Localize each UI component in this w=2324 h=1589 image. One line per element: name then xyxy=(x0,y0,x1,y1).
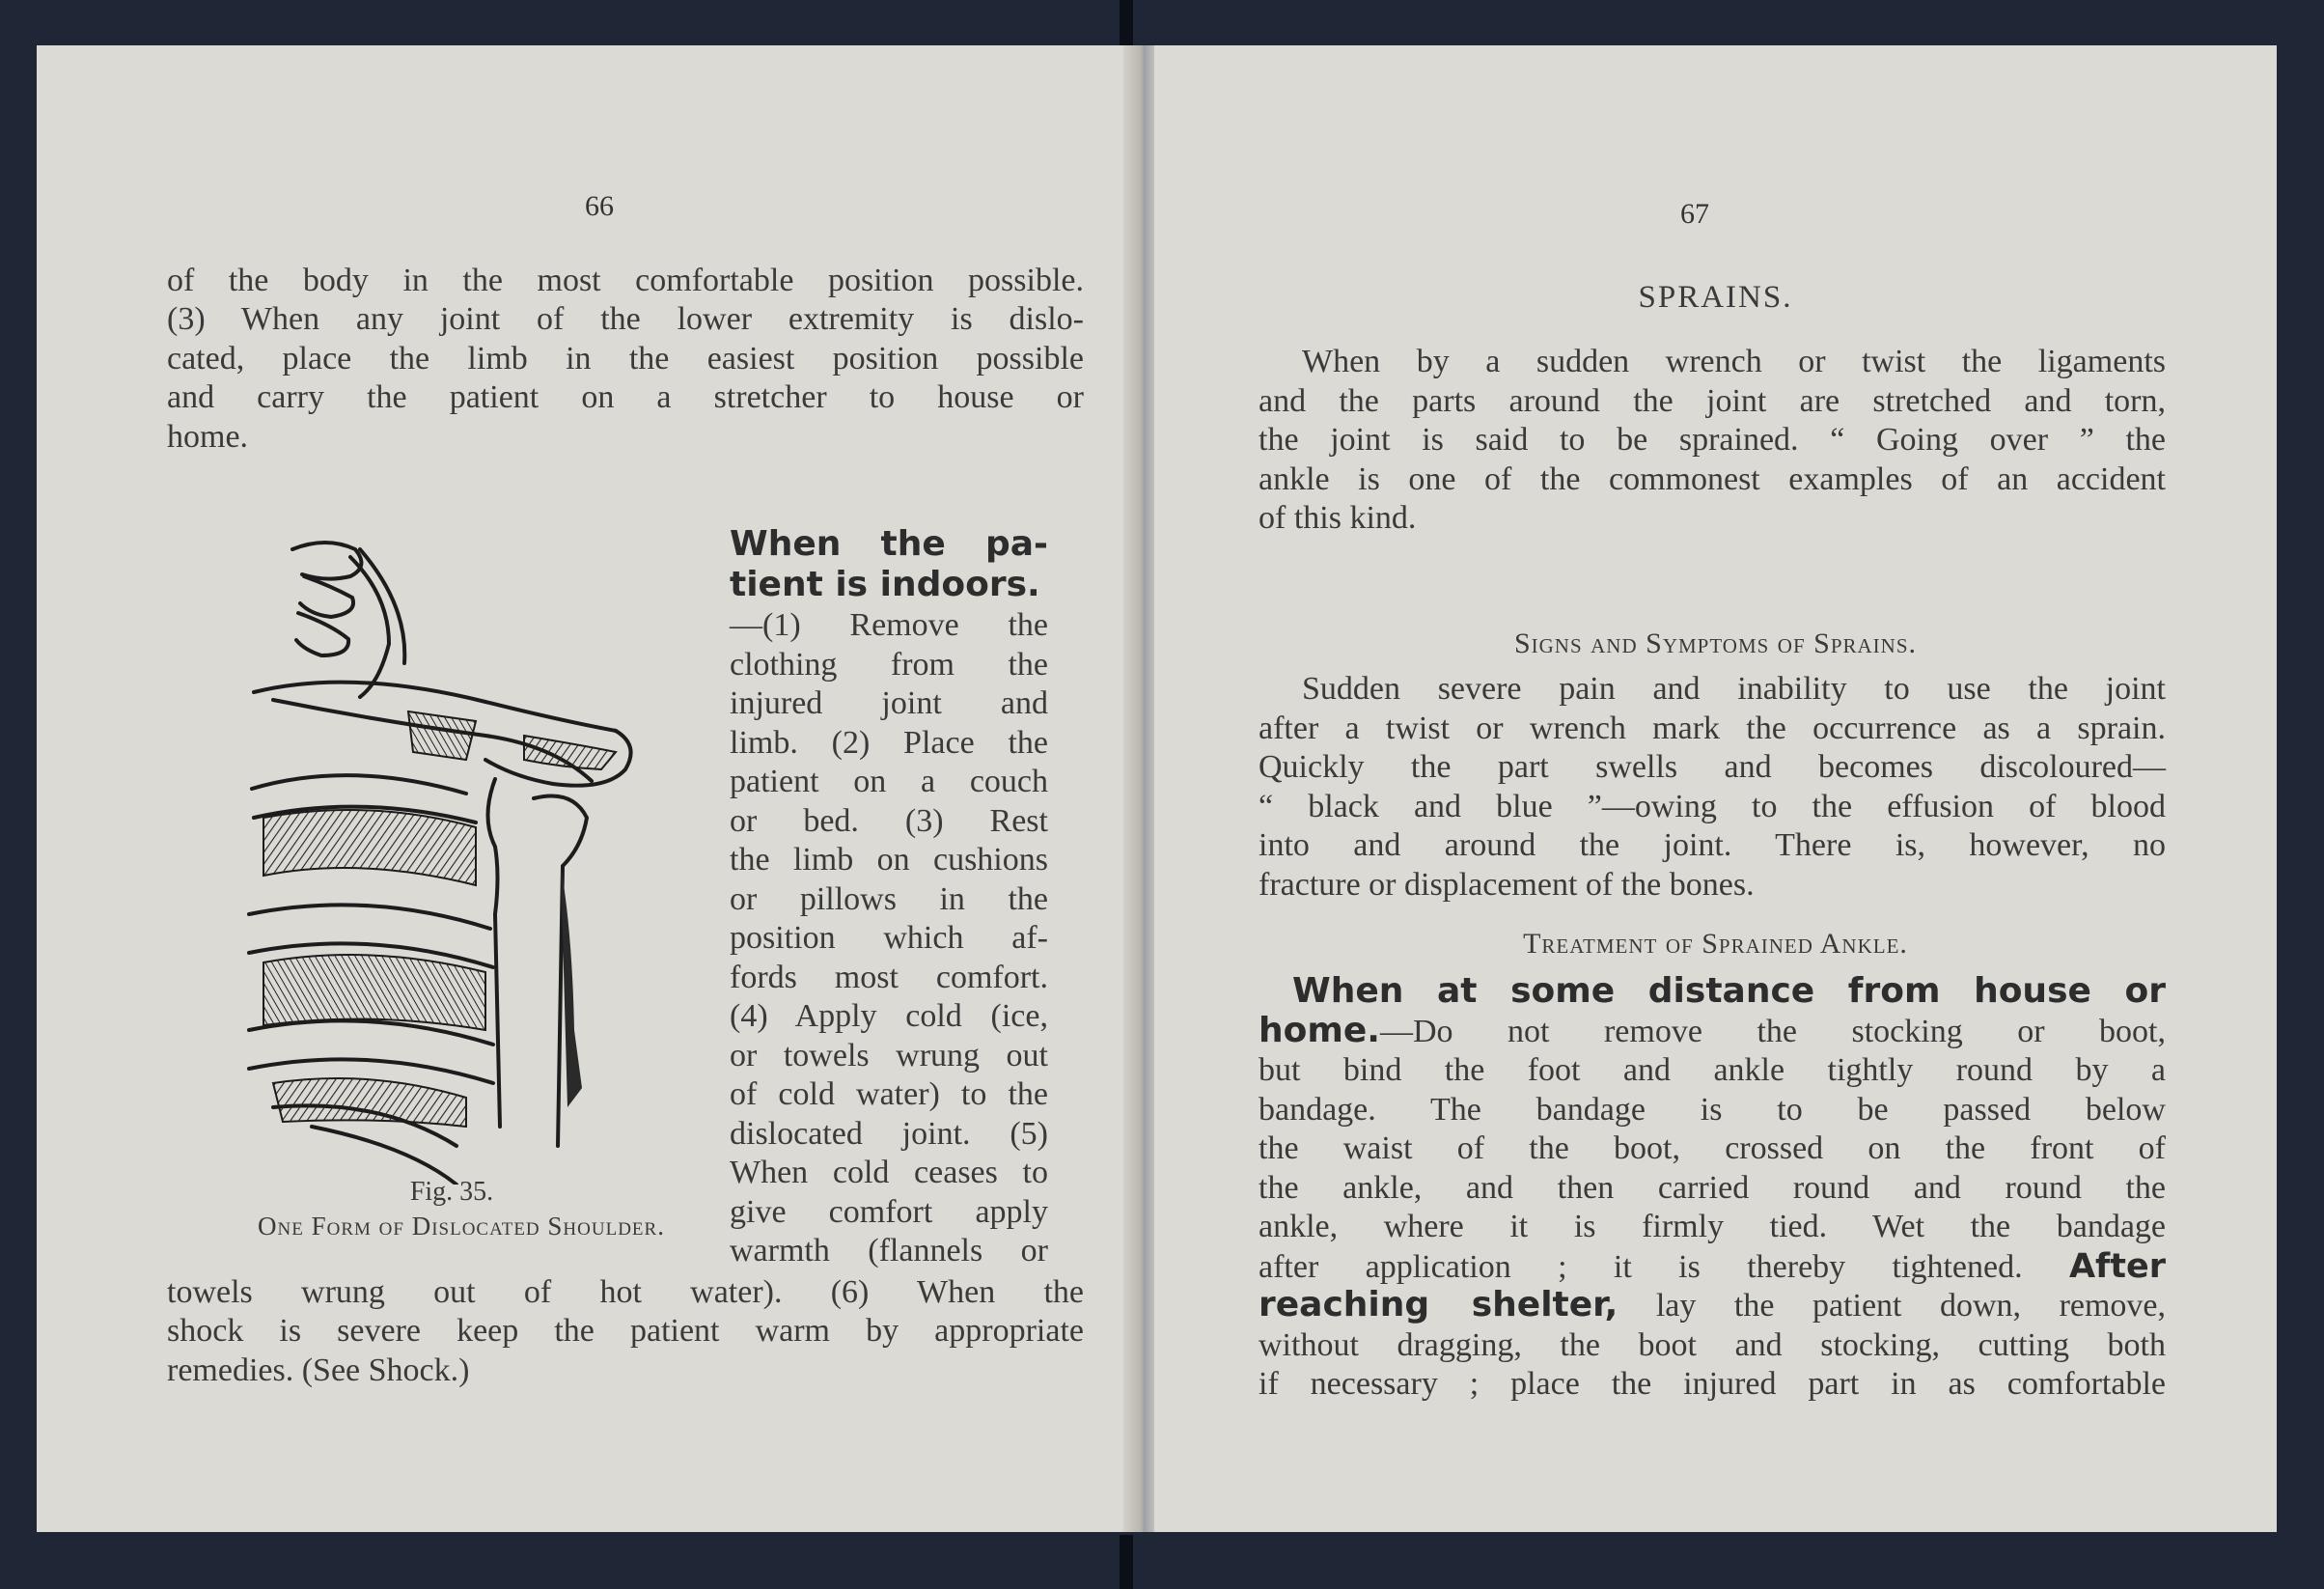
column-line: position which af- xyxy=(730,920,1048,956)
treatment-heading: Treatment of Sprained Ankle. xyxy=(1523,928,1908,960)
after-line xyxy=(1259,1247,2166,1288)
closing-line-1: towels wrung out of hot water). (6) When the xyxy=(167,1274,1084,1310)
closing-line-3: remedies. (See Shock.) xyxy=(167,1352,470,1388)
column-line: the limb on cushions xyxy=(730,842,1048,878)
column-line: (4) Apply cold (ice, xyxy=(730,998,1048,1034)
final-line: without dragging, the boot and stocking, cutting both xyxy=(1259,1327,2166,1363)
page-number-left: 66 xyxy=(585,190,614,222)
treatment-lead-line-2 xyxy=(1259,1012,2166,1052)
treatment-lead-rest: —Do not remove the stocking or boot, xyxy=(1379,1014,2166,1049)
column-line: or pillows in the xyxy=(730,881,1048,917)
dislocated-shoulder-illustration xyxy=(235,528,678,1185)
right-page xyxy=(1154,45,2277,1532)
figure-label: Fig. 35. xyxy=(409,1177,494,1207)
left-intro-line-4: and carry the patient on a stretcher to house or xyxy=(167,379,1084,415)
column-line: dislocated joint. (5) xyxy=(730,1116,1048,1152)
column-line: injured joint and xyxy=(730,685,1048,721)
column-line: of cold water) to the xyxy=(730,1076,1048,1112)
book-gutter xyxy=(1123,45,1158,1532)
reaching-rest: lay the patient down, remove, xyxy=(1655,1288,2167,1324)
closing-line-2: shock is severe keep the patient warm by appropriate xyxy=(167,1313,1084,1349)
column-line: or towels wrung out xyxy=(730,1038,1048,1073)
left-intro-line-5: home. xyxy=(167,419,249,455)
column-line: clothing from the xyxy=(730,647,1048,683)
reaching-bold: reaching shelter, xyxy=(1259,1285,1618,1324)
treatment-line: bandage. The bandage is to be passed below xyxy=(1259,1092,2166,1128)
left-intro-line-3: cated, place the limb in the easiest position possible xyxy=(167,341,1084,376)
signs-line: Quickly the part swells and becomes discoloured— xyxy=(1259,749,2166,785)
signs-line: into and around the joint. There is, however, no xyxy=(1259,827,2166,863)
treatment-lead-line-1: When at some distance from house or xyxy=(1292,971,2166,1011)
signs-line: after a twist or wrench mark the occurrence as a sprain. xyxy=(1259,711,2166,746)
column-line: limb. (2) Place the xyxy=(730,725,1048,761)
after-line-text: after application ; it is thereby tightened. xyxy=(1259,1249,2023,1285)
sprains-intro-line-5: of this kind. xyxy=(1259,500,1417,536)
treatment-line: the ankle, and then carried round and round the xyxy=(1259,1170,2166,1206)
left-intro-line-2: (3) When any joint of the lower extremity is dislo- xyxy=(167,301,1084,337)
column-line: or bed. (3) Rest xyxy=(730,803,1048,839)
final-line: if necessary ; place the injured part in as comfortable xyxy=(1259,1366,2166,1402)
sprains-intro-line-4: ankle is one of the commonest examples of an accident xyxy=(1259,461,2166,497)
after-bold: After xyxy=(2068,1247,2166,1286)
left-page xyxy=(37,45,1147,1532)
sprains-intro-line-1: When by a sudden wrench or twist the ligaments xyxy=(1302,344,2166,379)
treatment-line: but bind the foot and ankle tightly round by a xyxy=(1259,1052,2166,1088)
signs-heading: Signs and Symptoms of Sprains. xyxy=(1513,627,1918,659)
column-line: When cold ceases to xyxy=(730,1155,1048,1190)
sprains-intro-line-2: and the parts around the joint are stretched and torn, xyxy=(1259,383,2166,419)
signs-line: “ black and blue ”—owing to the effusion of blood xyxy=(1259,789,2166,824)
indoors-heading-line-1: When the pa- xyxy=(730,524,1048,564)
spine-shadow-bottom xyxy=(1120,1535,1133,1589)
treatment-line: the waist of the boot, crossed on the front of xyxy=(1259,1130,2166,1166)
left-intro-line-1: of the body in the most comfortable position possible. xyxy=(167,263,1084,298)
signs-line: fracture or displacement of the bones. xyxy=(1259,867,1755,903)
column-line: patient on a couch xyxy=(730,764,1048,799)
sprains-intro-line-3: the joint is said to be sprained. “ Going over ” the xyxy=(1259,422,2166,458)
figure-caption: One Form of Dislocated Shoulder. xyxy=(258,1212,665,1241)
indoors-heading-line-2: tient is indoors. xyxy=(730,565,1040,604)
column-line: warmth (flannels or xyxy=(730,1233,1048,1268)
treatment-line: ankle, where it is firmly tied. Wet the bandage xyxy=(1259,1209,2166,1244)
column-line: —(1) Remove the xyxy=(730,607,1048,643)
treatment-lead-bold: home. xyxy=(1259,1011,1380,1050)
column-line: give comfort apply xyxy=(730,1194,1048,1230)
signs-line: Sudden severe pain and inability to use the joint xyxy=(1302,671,2166,707)
section-title: SPRAINS. xyxy=(1638,280,1793,315)
column-line: fords most comfort. xyxy=(730,960,1048,995)
page-number-right: 67 xyxy=(1680,198,1709,230)
reaching-line xyxy=(1259,1286,2166,1326)
